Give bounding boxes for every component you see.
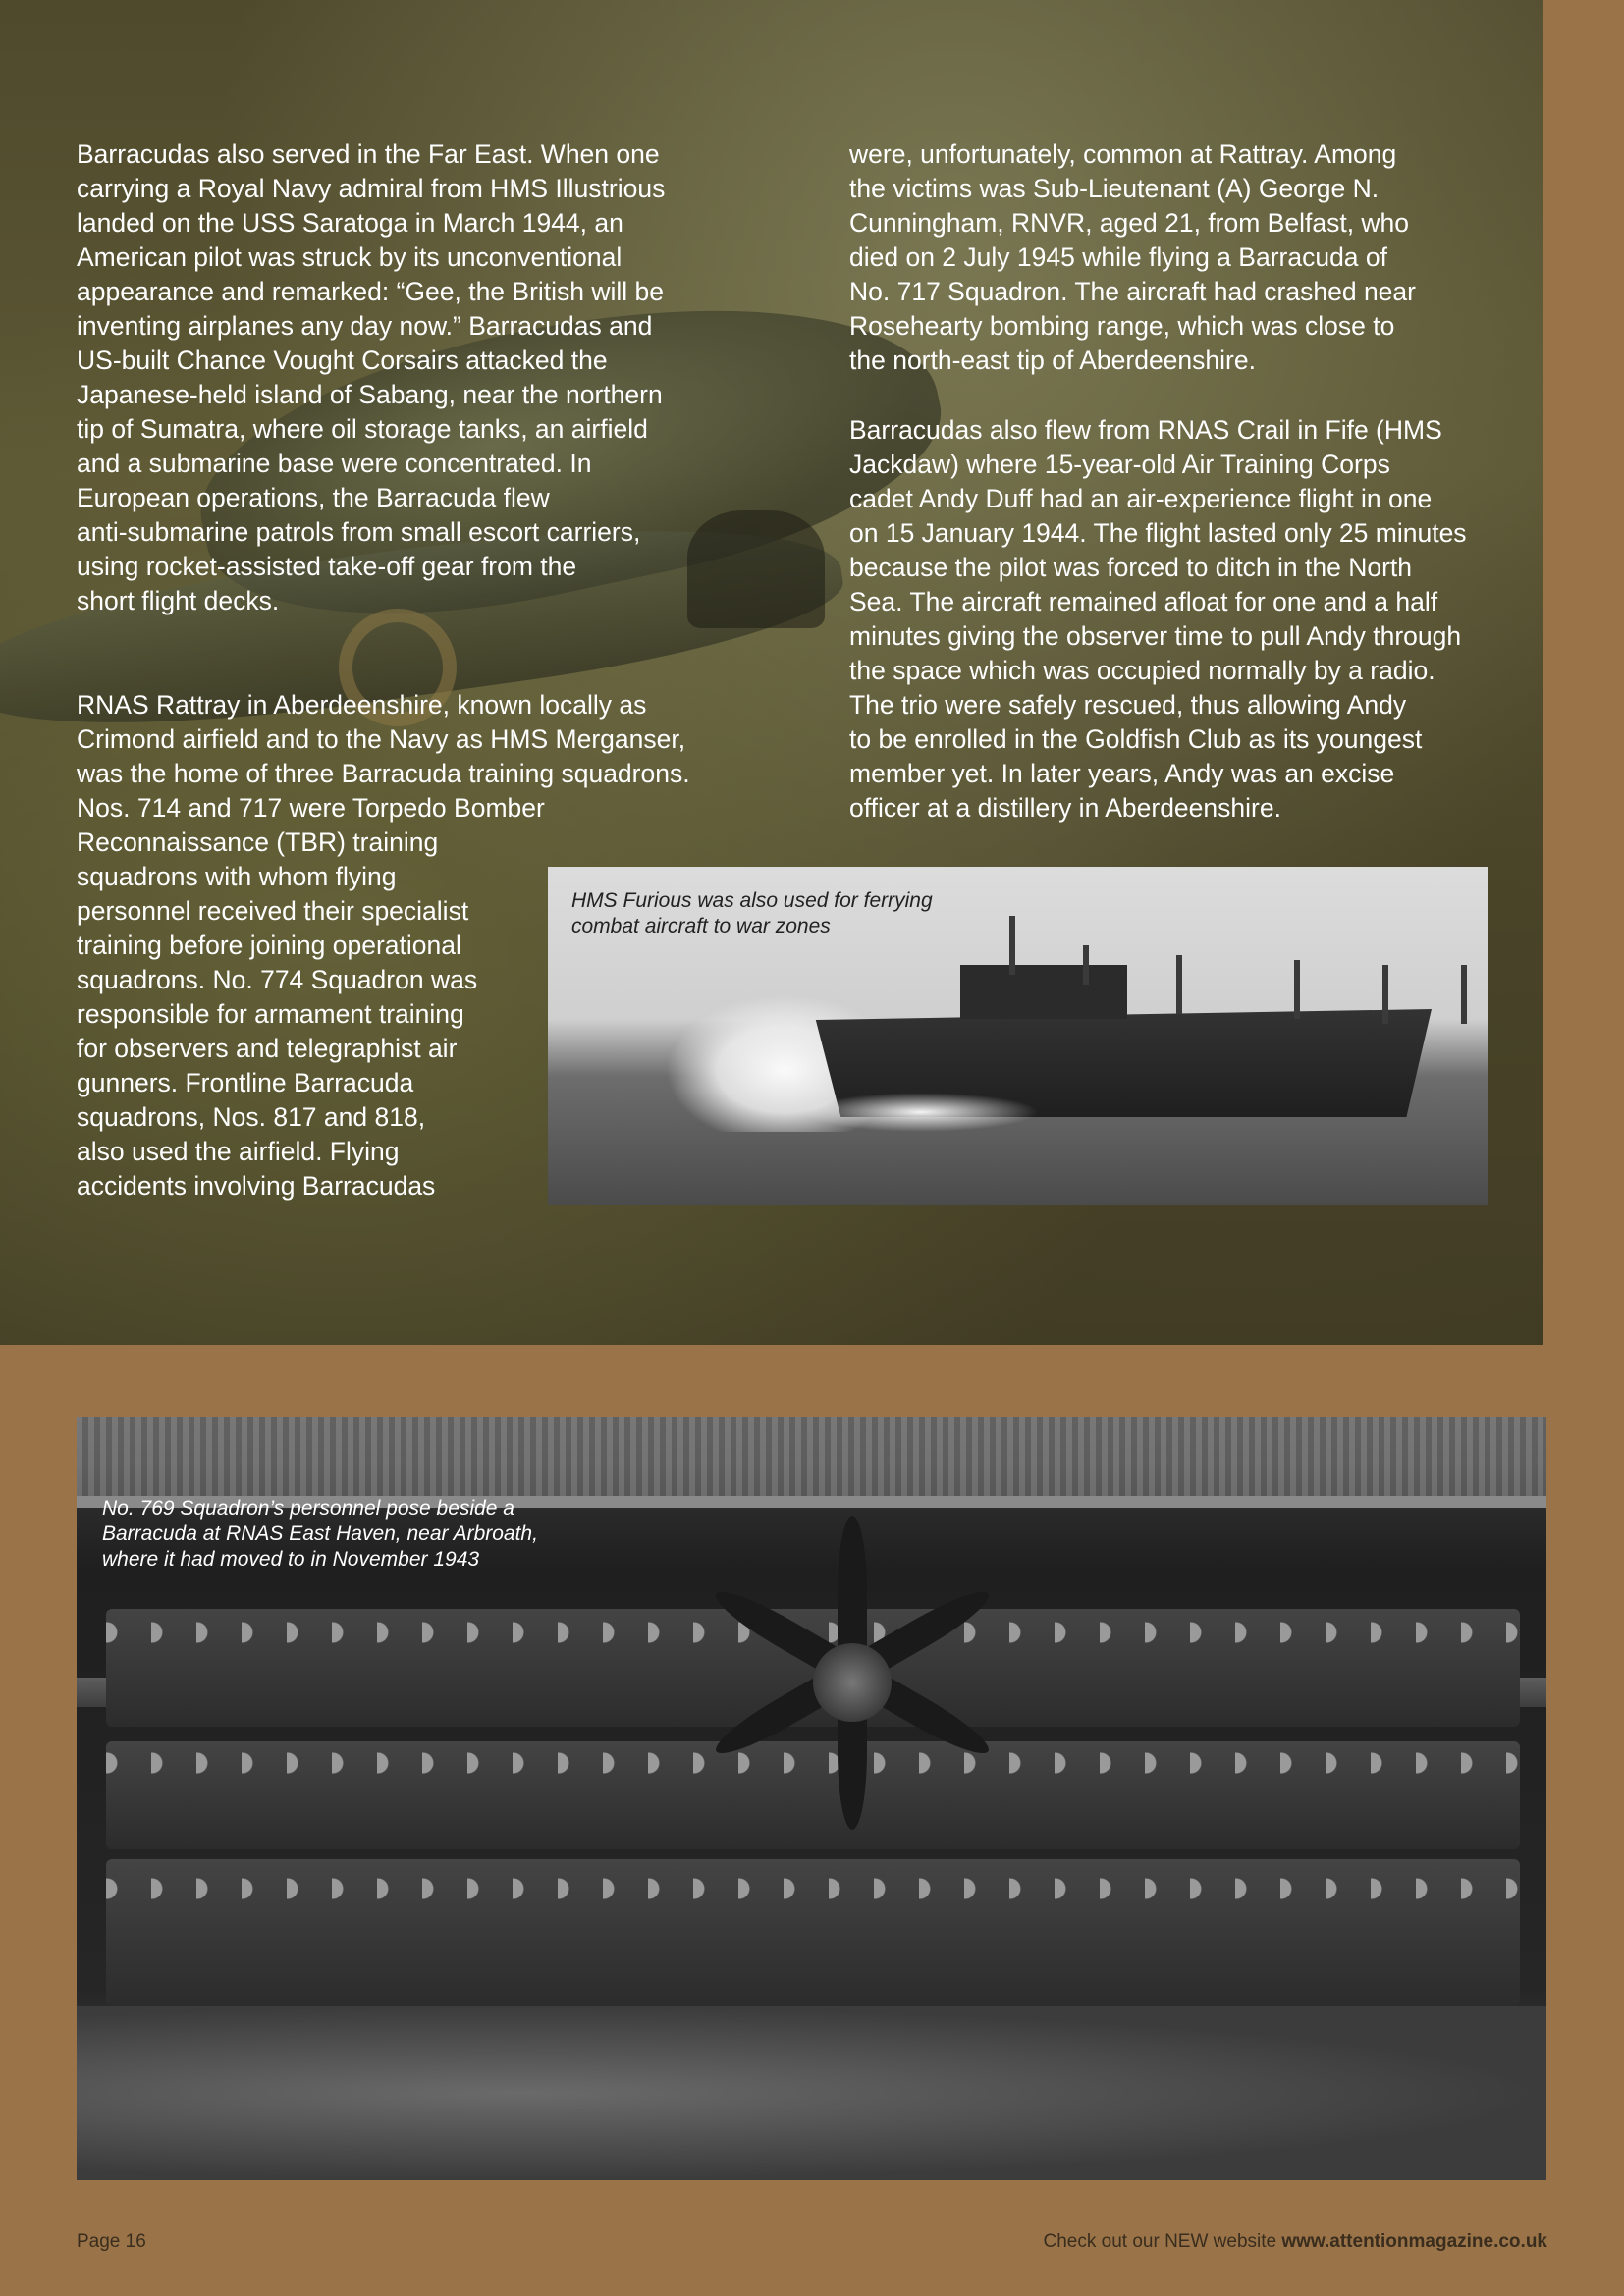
propeller-shape xyxy=(705,1525,1000,1820)
crew-photo-caption: No. 769 Squadron’s personnel pose beside a Barracuda at RNAS East Haven, near Arbroath, where it had moved to in November 1943 xyxy=(102,1497,538,1571)
ship-mast xyxy=(1176,955,1182,1014)
personnel-row-front xyxy=(106,1859,1520,2006)
ship-mast xyxy=(1083,945,1089,985)
propeller-hub xyxy=(813,1643,892,1722)
article-column-left-top xyxy=(77,137,764,618)
hms-furious-photo xyxy=(548,867,1488,1205)
footer-website-promo xyxy=(1044,2231,1548,2253)
squadron-personnel-photo xyxy=(77,1417,1546,2180)
ship-wake xyxy=(803,1093,1039,1132)
hangar-roof xyxy=(77,1417,1546,1496)
ship-mast xyxy=(1382,965,1388,1024)
article-paragraph: Barracudas also flew from RNAS Crail in Fife (HMS Jackdaw) where 15-year-old Air Training Corps cadet Andy Duff had an air-experience flight in one on 15 January 1944. The flight lasted only 25 minutes because the pilot was forced to ditch in the North Sea. The aircraft remained afloat for one and a half minutes giving the observer time to pull Andy through the space which was occupied normally by a radio. The trio were safely rescued, thus allowing Andy to be enrolled in the Goldfish Club as its youngest member yet. In later years, Andy was an excise officer at a distillery in Aberdeenshire. xyxy=(849,415,1467,823)
article-paragraph: were, unfortunately, common at Rattray. Among the victims was Sub-Lieutenant (A) George N. Cunningham, RNVR, aged 21, from Belfast, who died on 2 July 1945 while flying a Barracuda of No. 717 Squadron. The aircraft had crashed near Rosehearty bombing range, which was close to the north-east tip of Aberdeenshire. xyxy=(849,139,1416,375)
article-column-right-top xyxy=(849,137,1537,378)
ship-mast xyxy=(1461,965,1467,1024)
ship-mast xyxy=(1009,916,1015,975)
footer-website-link[interactable]: www.attentionmagazine.co.uk xyxy=(1281,2231,1547,2252)
article-paragraph: Barracudas also served in the Far East. When one carrying a Royal Navy admiral from HMS Illustrious landed on the USS Saratoga in March 1944, an American pilot was struck by its unconventional appearance and remarked: “Gee, the British will be inventing airplanes any day now.” Barracudas and US-built Chance Vought Corsairs attacked the Japanese-held island of Sabang, near the northern tip of Sumatra, where oil storage tanks, an airfield and a submarine base were concentrated. In European operations, the Barracuda flew anti-submarine patrols from small escort carriers, using rocket-assisted take-off gear from the short flight decks. xyxy=(77,139,666,615)
ship-photo-caption: HMS Furious was also used for ferrying combat aircraft to war zones xyxy=(571,889,933,937)
footer-promo-text: Check out our NEW website xyxy=(1043,2231,1282,2252)
ship-mast xyxy=(1294,960,1300,1019)
page-number: Page 16 xyxy=(77,2231,146,2252)
hangar-floor xyxy=(77,2006,1546,2180)
ship-island xyxy=(960,965,1127,1019)
article-column-right-bottom xyxy=(849,413,1537,826)
article-paragraph: RNAS Rattray in Aberdeenshire, known locally as Crimond airfield and to the Navy as HMS Merganser, was the home of three Barracuda training squadrons. Nos. 714 and 717 were Torpedo Bomber Reconnaissance (TBR) training squadrons with whom flying personnel received their specialist training before joining operational squadrons. No. 774 Squadron was responsible for armament training for observers and telegraphist air gunners. Frontline Barracuda squadrons, Nos. 817 and 818, also used the airfield. Flying accidents involving Barracudas xyxy=(77,690,690,1201)
